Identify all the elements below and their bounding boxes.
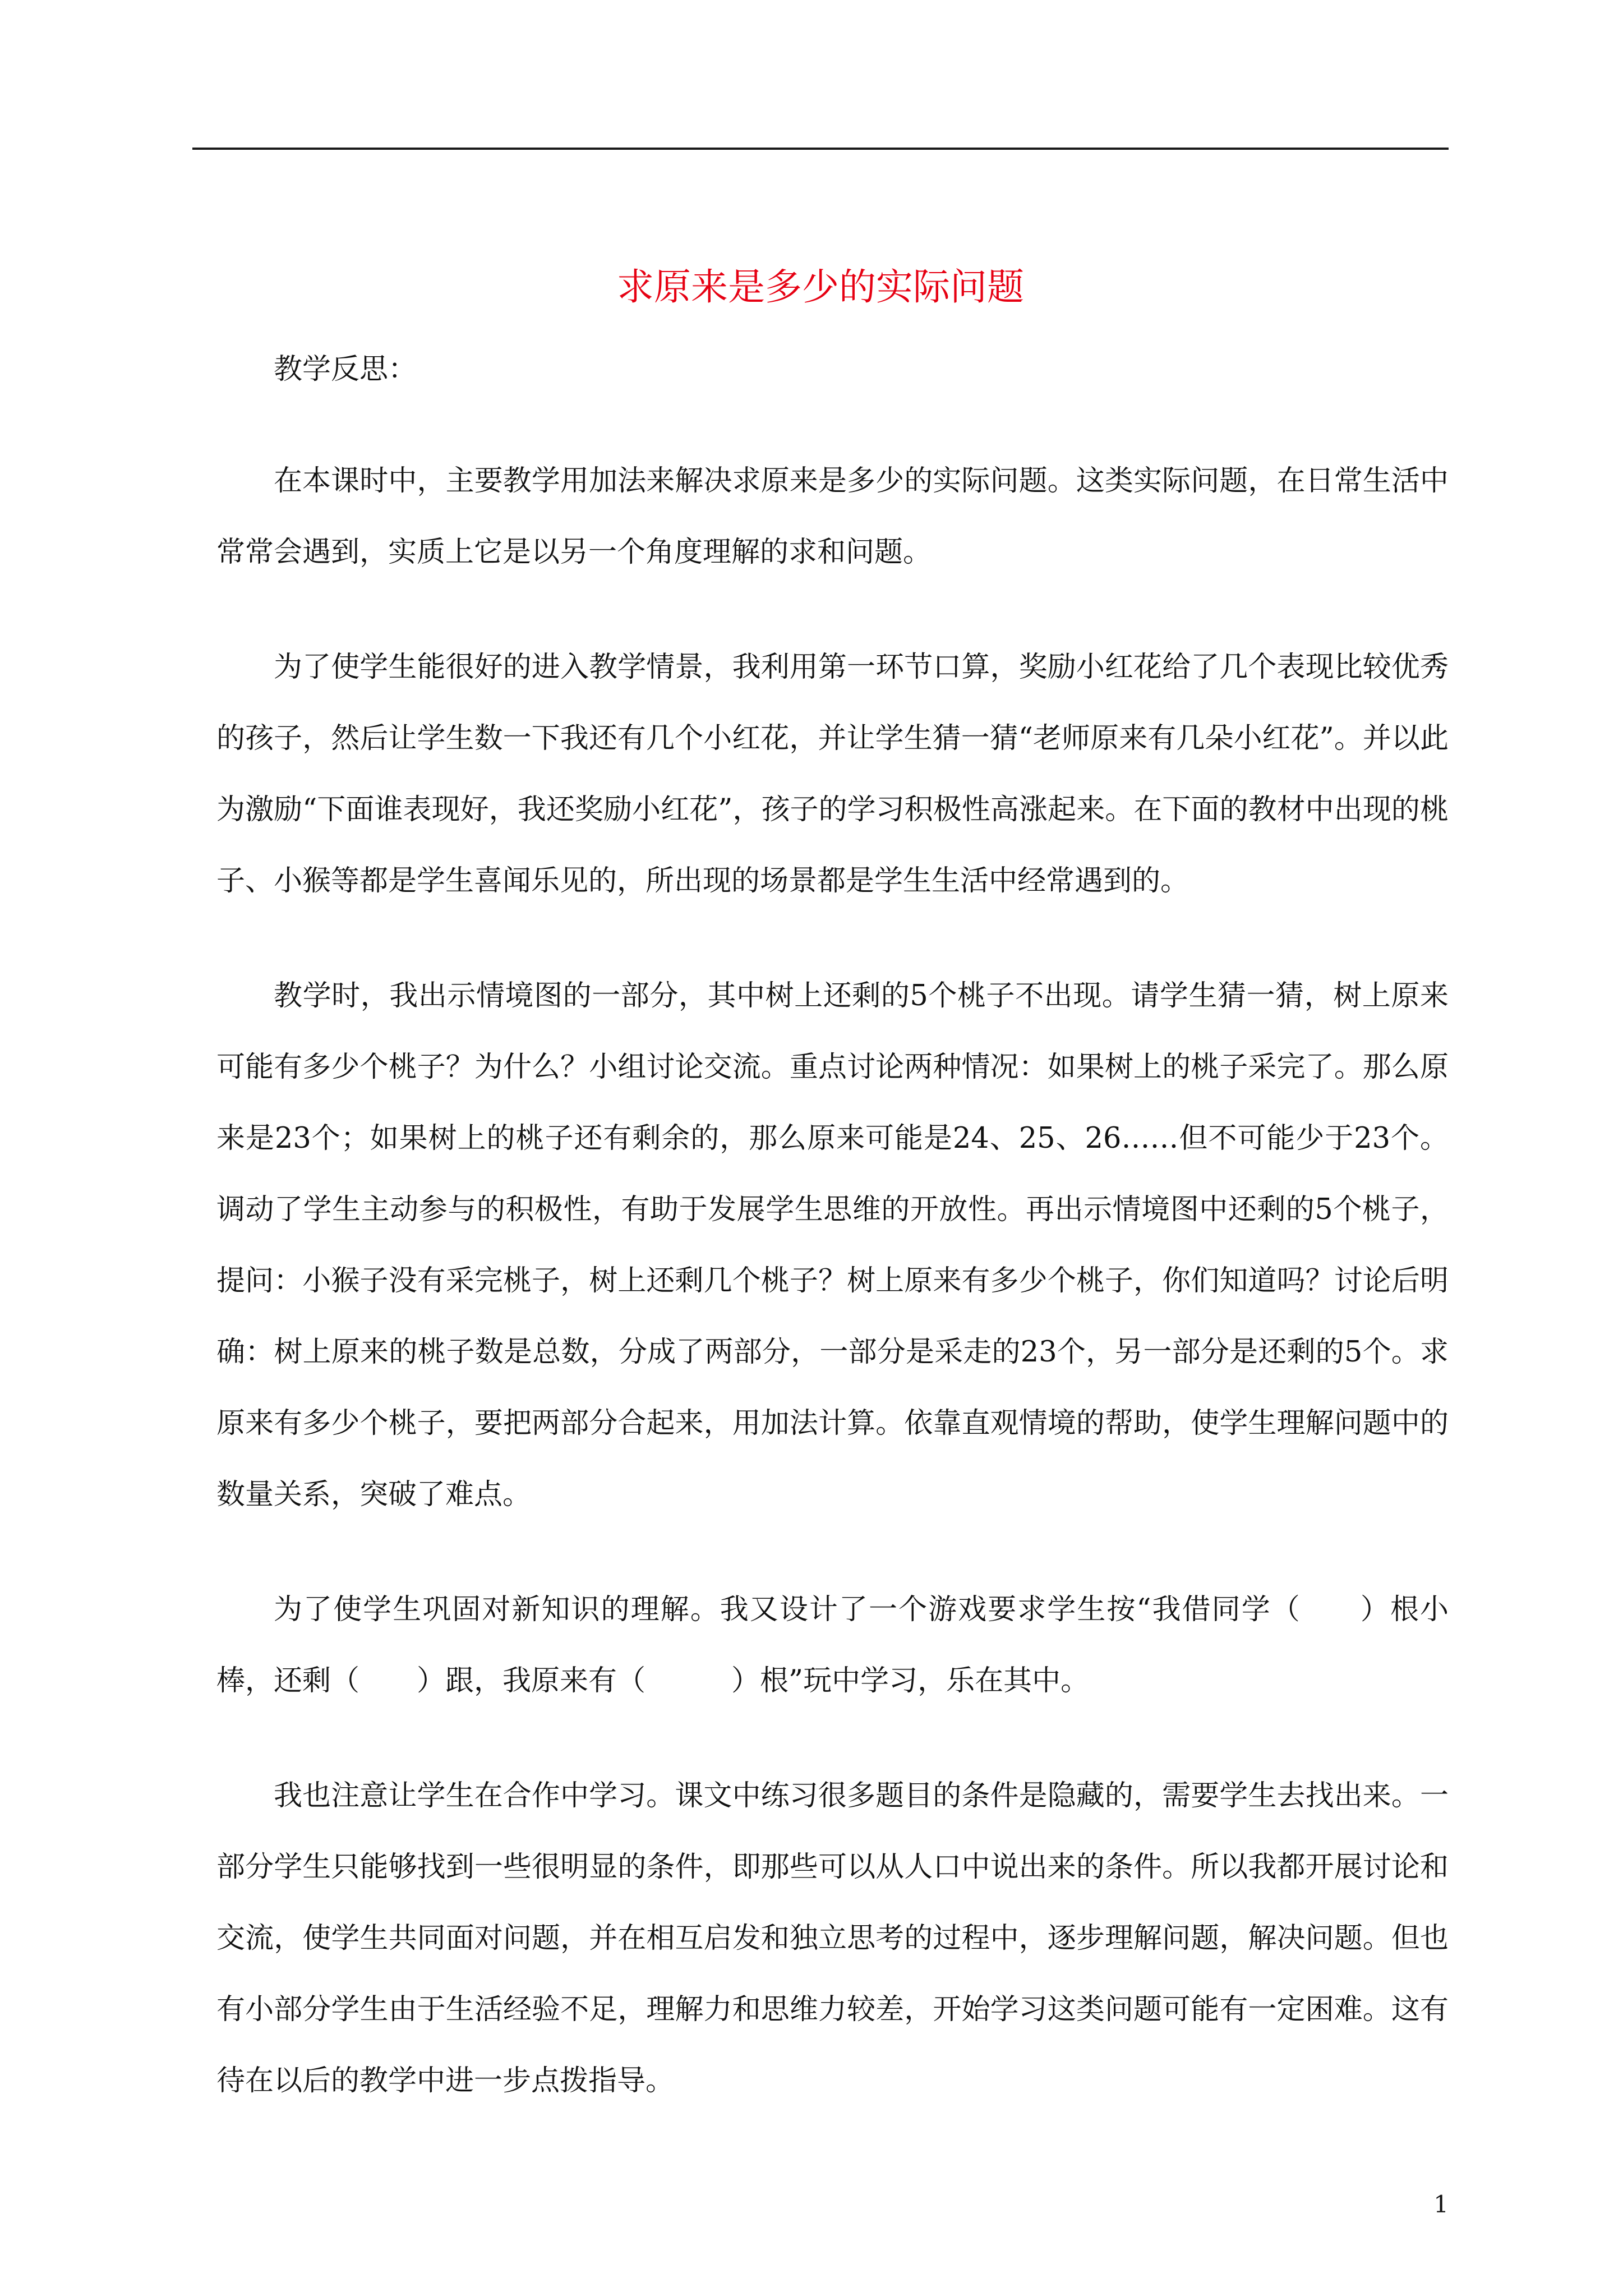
- page-number: 1: [1433, 2191, 1449, 2218]
- paragraph-5: 我也注意让学生在合作中学习。课文中练习很多题目的条件是隐藏的，需要学生去找出来。一部分学生只能够找到一些很明显的条件，即那些可以从人口中说出来的条件。所以我都开展讨论和交流，使学生共同面对问题，并在相互启发和独立思考的过程中，逐步理解问题，解决问题。但也有小部分学生由于生活经验不足，理解力和思维力较差，开始学习这类问题可能有一定困难。这有待在以后的教学中进一步点拨指导。: [216, 1779, 1449, 2097]
- section-label: 教学反思：: [274, 353, 417, 386]
- paragraph-4: 为了使学生巩固对新知识的理解。我又设计了一个游戏要求学生按“我借同学（ ）根小棒，还剩（ ）跟，我原来有（ ）根”玩中学习，乐在其中。: [216, 1593, 1449, 1697]
- paragraph-3: 教学时，我出示情境图的一部分，其中树上还剩的5个桃子不出现。请学生猜一猜，树上原来可能有多少个桃子？为什么？小组讨论交流。重点讨论两种情况：如果树上的桃子采完了。那么原来是23个；如果树上的桃子还有剩余的，那么原来可能是24、25、26……但不可能少于23个。调动了学生主动参与的积极性，有助于发展学生思维的开放性。再出示情境图中还剩的5个桃子，提问：小猴子没有采完桃子，树上还剩几个桃子？树上原来有多少个桃子，你们知道吗？讨论后明确：树上原来的桃子数是总数，分成了两部分，一部分是采走的23个，另一部分是还剩的5个。求原来有多少个桃子，要把两部分合起来，用加法计算。依靠直观情境的帮助，使学生理解问题中的数量关系，突破了难点。: [216, 979, 1449, 1511]
- paragraph-2: 为了使学生能很好的进入教学情景，我利用第一环节口算，奖励小红花给了几个表现比较优秀的孩子，然后让学生数一下我还有几个小红花，并让学生猜一猜“老师原来有几朵小红花”。并以此为激励“下面谁表现好，我还奖励小红花”，孩子的学习积极性高涨起来。在下面的教材中出现的桃子、小猴等都是学生喜闻乐见的，所出现的场景都是学生生活中经常遇到的。: [216, 651, 1449, 898]
- document-title: 求原来是多少的实际问题: [617, 265, 1024, 309]
- paragraph-1: 在本课时中，主要教学用加法来解决求原来是多少的实际问题。这类实际问题，在日常生活中常常会遇到，实质上它是以另一个角度理解的求和问题。: [216, 464, 1449, 569]
- header-rule: [192, 148, 1449, 150]
- document-body: [216, 334, 1449, 2160]
